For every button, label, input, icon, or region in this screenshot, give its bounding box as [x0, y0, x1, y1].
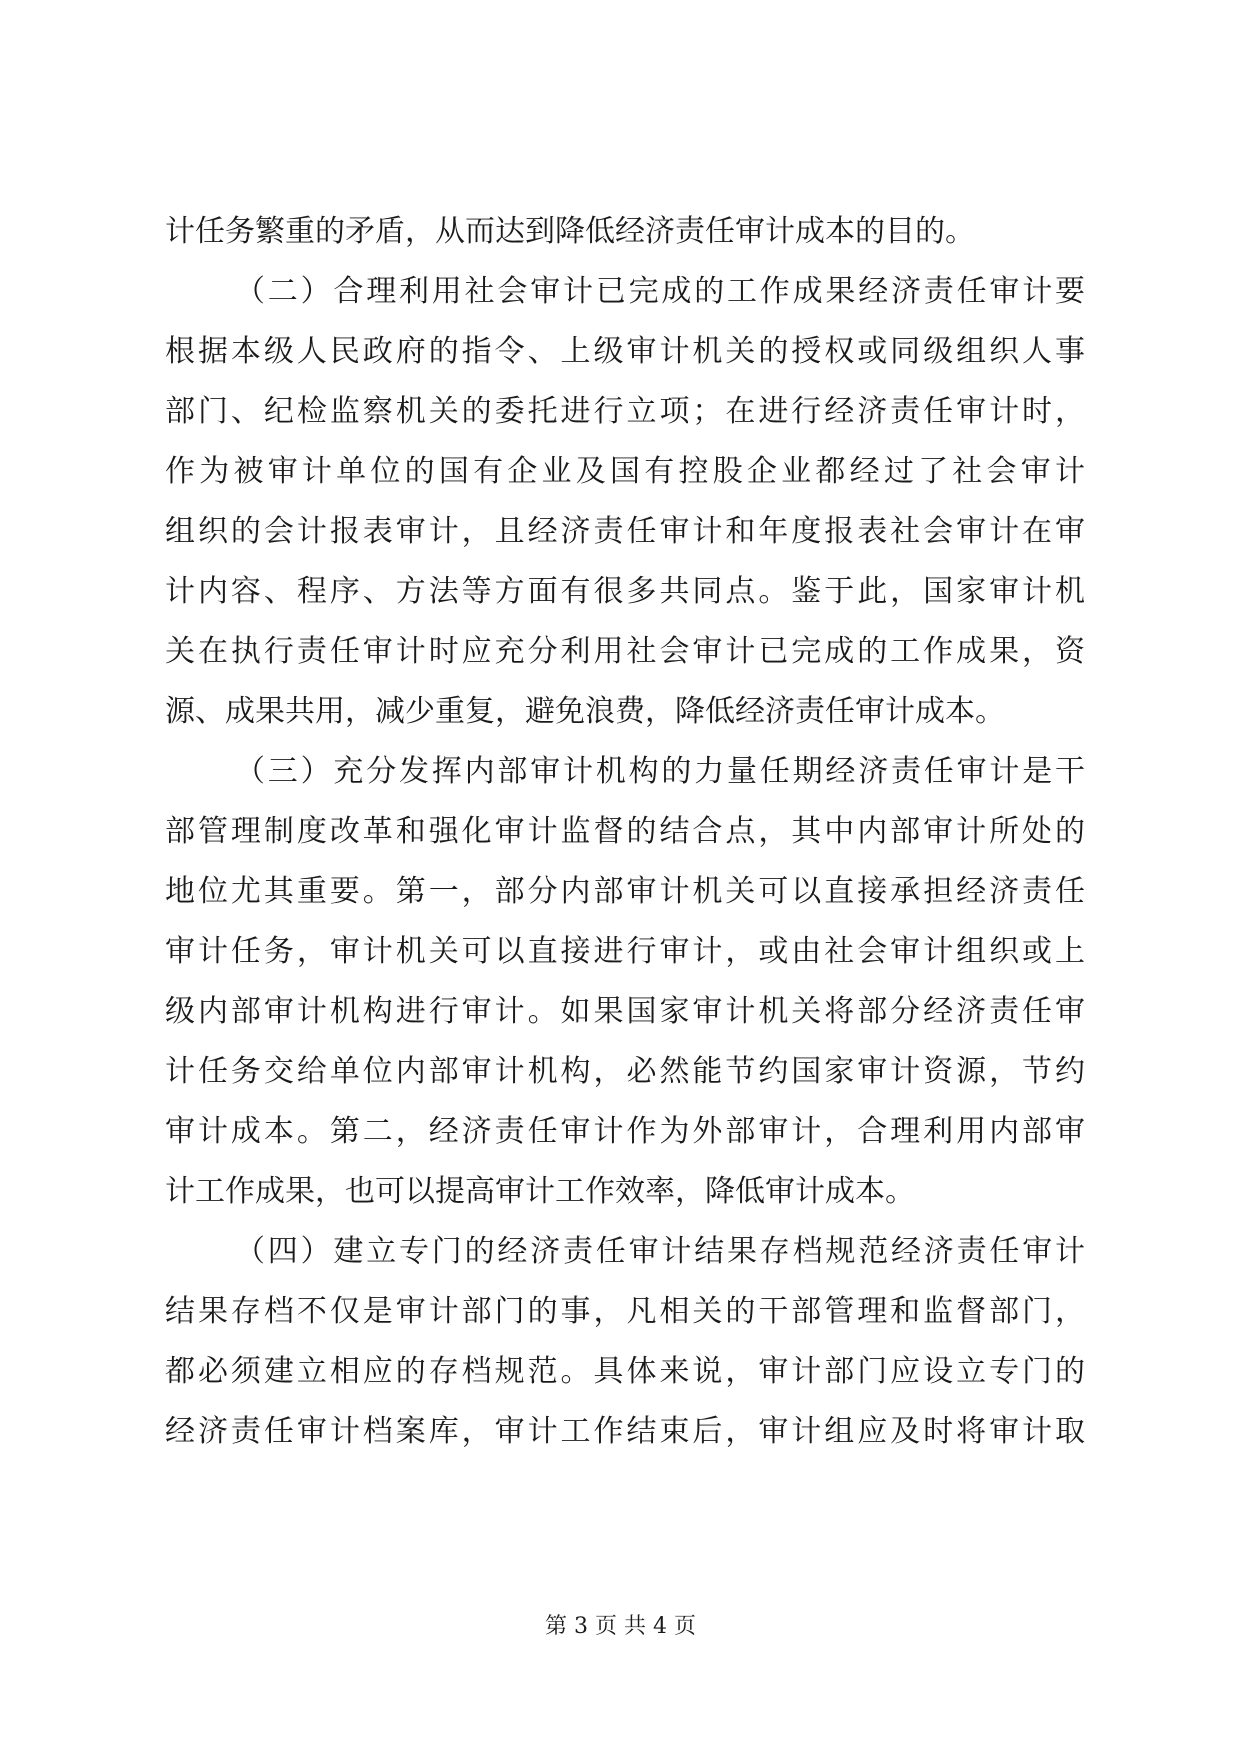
- text-line: 作为被审计单位的国有企业及国有控股企业都经过了社会审计: [165, 454, 1085, 489]
- text-line: 计工作成果，也可以提高审计工作效率，降低审计成本。: [165, 1174, 915, 1209]
- text-line: 审计任务，审计机关可以直接进行审计，或由社会审计组织或上: [165, 934, 1085, 969]
- text-line: 审计成本。第二，经济责任审计作为外部审计，合理利用内部审: [165, 1114, 1085, 1149]
- body-text: [165, 202, 1085, 1462]
- text-line: 都必须建立相应的存档规范。具体来说，审计部门应设立专门的: [165, 1354, 1085, 1389]
- text-line: 部管理制度改革和强化审计监督的结合点，其中内部审计所处的: [165, 814, 1085, 849]
- text-line: 计任务交给单位内部审计机构，必然能节约国家审计资源，节约: [165, 1054, 1085, 1089]
- text-line: （三）充分发挥内部审计机构的力量任期经济责任审计是干: [235, 754, 1085, 789]
- page-footer: 第 3 页 共 4 页: [545, 1614, 696, 1639]
- text-line: 根据本级人民政府的指令、上级审计机关的授权或同级组织人事: [165, 334, 1085, 369]
- text-line: 地位尤其重要。第一，部分内部审计机关可以直接承担经济责任: [165, 874, 1085, 909]
- text-line: 级内部审计机构进行审计。如果国家审计机关将部分经济责任审: [165, 994, 1085, 1029]
- text-line: 关在执行责任审计时应充分利用社会审计已完成的工作成果，资: [165, 634, 1085, 669]
- text-line: 计任务繁重的矛盾，从而达到降低经济责任审计成本的目的。: [165, 214, 975, 249]
- text-line: 组织的会计报表审计，且经济责任审计和年度报表社会审计在审: [165, 514, 1085, 549]
- text-line: 经济责任审计档案库，审计工作结束后，审计组应及时将审计取: [165, 1414, 1085, 1449]
- text-line: 源、成果共用，减少重复，避免浪费，降低经济责任审计成本。: [165, 694, 1005, 729]
- text-line: 部门、纪检监察机关的委托进行立项；在进行经济责任审计时，: [165, 394, 1085, 429]
- text-line: 计内容、程序、方法等方面有很多共同点。鉴于此，国家审计机: [165, 574, 1085, 609]
- text-line: （二）合理利用社会审计已完成的工作成果经济责任审计要: [235, 274, 1085, 309]
- text-line: （四）建立专门的经济责任审计结果存档规范经济责任审计: [235, 1234, 1085, 1269]
- text-line: 结果存档不仅是审计部门的事，凡相关的干部管理和监督部门，: [165, 1294, 1085, 1329]
